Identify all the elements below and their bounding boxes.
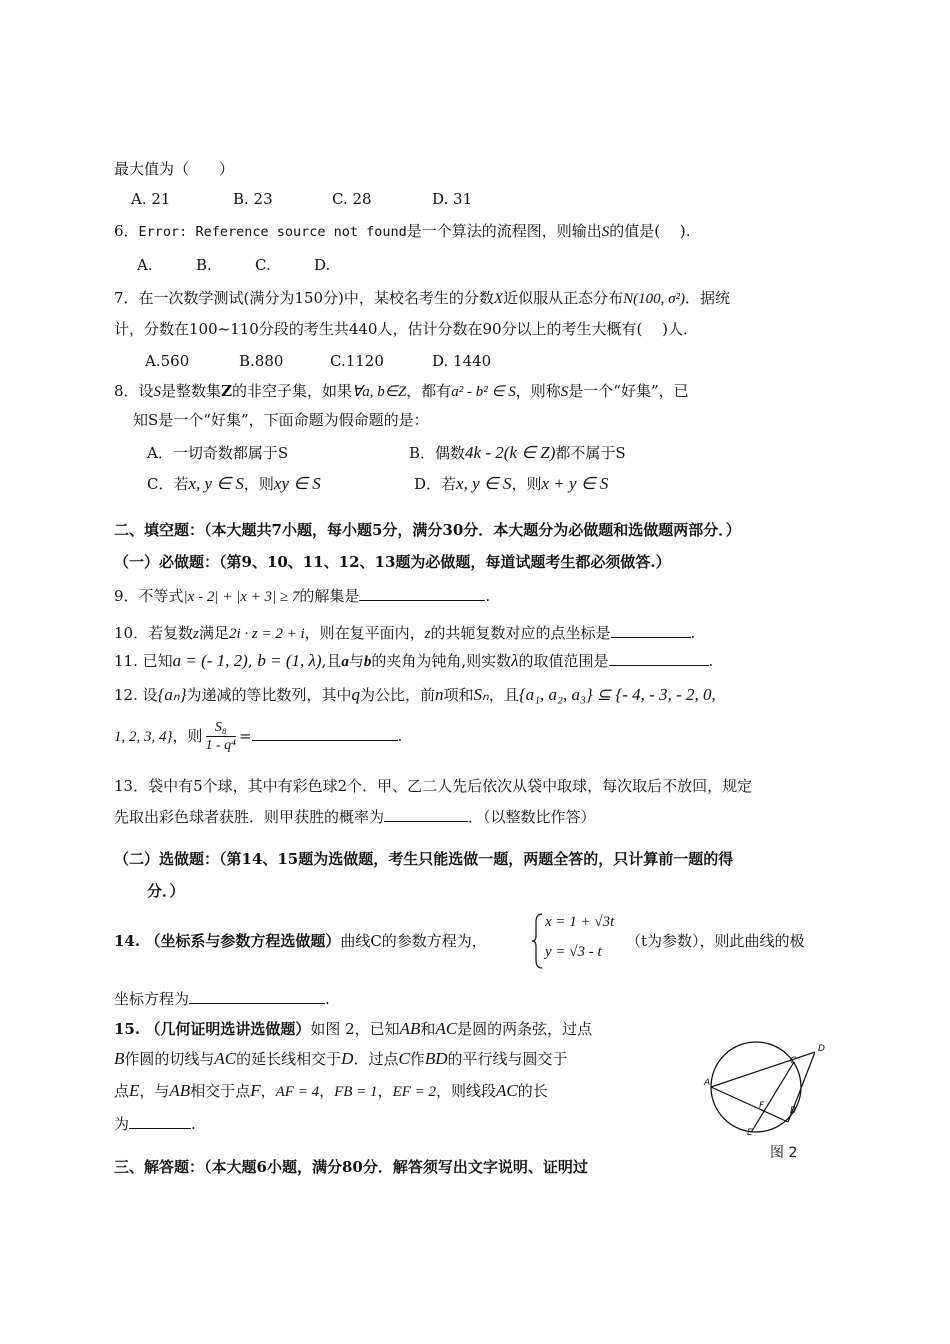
q8-text-a: 8．设 [114,382,154,400]
q15-answer-blank[interactable] [129,1114,191,1129]
q14-end: . [325,990,330,1008]
q12-fraction-numerator: S₈ [206,719,237,737]
q15-line2 [114,1048,568,1070]
q15-e: E [129,1081,140,1100]
q8-option-b-pre: B．偶数 [409,444,466,462]
q13-line2 [114,806,596,828]
q11-a: a [341,654,349,670]
q8-option-c-pre: C．若 [147,475,189,493]
q7-option-b: B.880 [239,352,284,370]
q8-option-d-pre: D．若 [414,475,457,493]
figure-label-c: C [790,1056,797,1066]
q11-lambda: λ [511,651,519,670]
figure-label-b: B [790,1106,797,1116]
figure-circle [711,1042,801,1132]
q8-option-d-math1: x, y ∈ S [456,474,512,493]
q8-option-b [409,442,626,464]
q15-line1 [114,1018,592,1040]
q10-post: 的共轭复数对应的点坐标是 [430,624,611,642]
q8-line1 [114,380,689,403]
q15-b: B [114,1049,125,1068]
q11-pre: 11. 已知 [114,652,173,670]
q10-answer-blank[interactable] [611,623,691,638]
q15-figure [700,1040,840,1140]
q15-heading: 15. （几何证明选讲选做题） [114,1020,311,1038]
q8-option-d-math2: x + y ∈ S [541,474,609,493]
q15-ac-2: AC [214,1049,237,1068]
q14-line1 [114,930,487,952]
q12-mid4: ，且 [488,686,519,704]
q6-option-a: A. [137,256,153,274]
q15-text-i: ，与 [139,1082,170,1100]
q12-equals: = [239,727,252,745]
q15-ab-2: AB [169,1081,191,1100]
q14-equation-x: x = 1 + √3t [545,914,615,930]
q11-b: b [363,654,372,670]
section2-required: （一）必做题：（第9、10、11、12、13题为必做题，每道试题考生都必须做答.） [114,553,671,571]
q15-text-a: 如图 2，已知 [310,1020,400,1038]
q5-tail: 最大值为（ ） [114,160,235,178]
q7-option-c: C.1120 [330,352,384,370]
figure-line-ce [752,1062,797,1131]
q8-option-c-math2: xy ∈ S [273,474,321,493]
q8-option-a: A．一切奇数都属于S [147,444,289,462]
q12-answer-blank[interactable] [252,726,398,741]
q10-end: . [690,624,696,642]
q15-ac: AC [435,1019,458,1038]
q12-sn: Sₙ [473,685,489,704]
q10-pre: 10．若复数 [114,624,194,642]
q11-end: . [708,652,714,670]
q10-z2: z [424,626,431,642]
q10-equation: 2i · z = 2 + i [228,626,305,642]
q15-bd: BD [424,1049,448,1068]
q15-d: D [341,1049,354,1068]
q11-post2: 的取值范围是 [518,652,609,670]
q14-heading: 14. （坐标系与参数方程选做题） [114,932,341,950]
q9-pre: 9．不等式 [114,587,184,605]
q13-answer-blank[interactable] [384,807,468,822]
q11-mid: ,且 [321,652,342,670]
q15-text-j: 相交于点 [190,1082,251,1100]
q5-option-c: C. 28 [332,190,372,208]
q11-post: 的夹角为钝角,则实数 [371,652,512,670]
q15-text-e: ．过点 [353,1050,399,1068]
q9-end: . [485,587,491,605]
q12-mid1: 为递减的等比数列，其中 [186,686,352,704]
q15-text-g: 的平行线与圆交于 [447,1050,568,1068]
q7-line2: 计，分数在100~110分段的考生共440人，估计分数在90分以上的考生大概有( )人． [114,320,699,338]
q12-set-tail: 1, 2, 3, 4} [114,729,173,745]
q9-math: |x - 2| + |x + 3| ≥ 7 [183,589,300,605]
q10-line [114,622,695,645]
q12-fraction-denominator: 1 - q⁴ [205,738,237,753]
q6-number: 6． [114,222,139,240]
q15-fb: FB = 1 [334,1084,378,1100]
q8-expression: a² - b² ∈ S [451,384,516,400]
q6-line [114,220,691,243]
q12-line2 [114,718,402,755]
q8-option-d-mid: ，则 [511,475,542,493]
figure-label-a: A [704,1078,711,1088]
q15-ac-3: AC [496,1081,518,1100]
q6-reference-error: Error: Reference source not found [138,224,407,240]
q7-line1 [114,287,730,310]
q15-text-l: 的长 [517,1082,548,1100]
figure-label-e: E [747,1128,753,1138]
q10-mid2: ，则在复平面内， [304,624,425,642]
q11-mid2: 与 [348,652,364,670]
q14-answer-blank[interactable] [189,989,325,1004]
q8-option-d [414,473,608,495]
q8-line2: 知S是一个“好集”，下面命题为假命题的是： [133,411,429,429]
q8-option-c-math1: x, y ∈ S [188,474,244,493]
q9-answer-blank[interactable] [359,586,485,601]
q13-line1: 13．袋中有5个球，其中有彩色球2个．甲、乙二人先后依次从袋中取球，每次取后不放回，规定 [114,777,753,795]
q5-option-a: A. 21 [131,190,171,208]
optional-title-cont: 分．） [147,882,185,900]
q12-subset: {a₁, a₂, a₃} ⊆ {- 4, - 3, - 2, 0, [518,685,716,704]
q15-text-d: 的延长线相交于 [236,1050,342,1068]
q15-end: . [191,1115,196,1133]
q13-line2-b: ．（以整数比作答） [468,808,596,826]
q15-text-c: 作圆的切线与 [124,1050,215,1068]
q15-text-h: 点 [114,1082,130,1100]
q14-equation-y: y = √3 - t [545,944,602,960]
q11-answer-blank[interactable] [609,651,709,666]
q7-text-b: 近似服从正态分布 [503,289,624,307]
q8-text-b: 是整数集 [161,382,222,400]
section2-title: 二、填空题：（本大题共7小题，每小题5分，满分30分．本大题分为必做题和选做题两部分．） [114,521,741,539]
figure-label-f: F [759,1101,765,1111]
q11-vector-a: a = (- 1, 2) [172,651,248,670]
q15-f: F [250,1081,261,1100]
q15-text-b: 是圆的两条弦，过点 [457,1020,593,1038]
q8-option-b-math: 4k - 2(k ∈ Z) [465,443,556,462]
q11-vector-b: b = (1, λ) [257,651,322,670]
q7-text-a: 7．在一次数学测试(满分为150分)中，某校名考生的分数 [114,289,494,307]
q9-post: 的解集是 [299,587,360,605]
figure-label-d: D [818,1044,825,1054]
q11-line [114,650,713,673]
q6-option-b: B. [196,256,212,274]
q7-var-x: X [493,291,504,307]
q6-option-d: D. [314,256,331,274]
q12-sequence: {aₙ} [157,685,187,704]
q9-line [114,585,490,608]
q15-af: AF = 4 [275,1084,320,1100]
q8-option-b-post: 都不属于S [555,444,626,462]
q12-fraction [206,719,237,755]
q7-option-d: D. 1440 [432,352,492,370]
q10-mid1: 满足 [198,624,229,642]
q15-text-f: 作 [409,1050,425,1068]
q12-line1 [114,684,716,706]
q12-pre: 12. 设 [114,686,158,704]
q15-text-m: 为 [114,1115,130,1133]
q8-text-e: ，则称 [515,382,561,400]
q12-q: q [351,685,361,704]
q12-n: n [435,685,444,704]
q15-text-k: ，则线段 [436,1082,497,1100]
q8-var-s: S [153,384,162,400]
q7-text-c: ．据统 [684,289,730,307]
q6-text: 是一个算法的流程图，则输出 [406,222,602,240]
q8-option-c [147,473,321,495]
figure-caption: 图 2 [770,1145,798,1161]
q8-condition: ∀a, b∈Z [352,384,407,400]
q13-line2-a: 先取出彩色球者获胜．则甲获胜的概率为 [114,808,385,826]
q8-option-c-mid: ，则 [243,475,274,493]
q15-and: 和 [420,1020,436,1038]
q7-distribution: N(100, σ²) [623,291,685,307]
q8-set-z: Z [221,382,233,400]
q12-mid3: 项和 [443,686,474,704]
q15-comma: ， [260,1082,276,1100]
q12-mid2: 为公比，前 [360,686,436,704]
q14-line2 [114,988,330,1010]
q12-then: ，则 [172,727,203,745]
q15-line3: 点E，与AB相交于点F，AF = 4，FB = 1，EF = 2，则线段AC的长 [114,1081,548,1100]
q15-ab: AB [399,1019,421,1038]
q6-var: S [601,224,610,240]
q15-c: C [398,1049,410,1068]
q8-text-f: 是一个“好集”，已 [568,382,689,400]
q7-option-a: A.560 [145,352,190,370]
q10-z: z [193,626,199,642]
q5-option-b: B. 23 [233,190,273,208]
section3-title: 三、解答题：（本大题6小题，满分80分．解答须写出文字说明、证明过 [114,1158,588,1176]
q5-option-d: D. 31 [432,190,473,208]
figure-line-ad [711,1052,815,1087]
q6-option-c: C. [255,256,271,274]
q8-var-s-2: S [560,384,569,400]
q8-text-d: ，都有 [406,382,452,400]
q14-mid: 曲线C的参数方程为， [340,932,487,950]
q15-ef: EF = 2 [392,1084,437,1100]
optional-title: （二）选做题：（第14、15题为选做题，考生只能选做一题，两题全答的，只计算前一题的得 [114,850,734,868]
q14-line2-text: 坐标方程为 [114,990,190,1008]
q6-tail: 的值是( ). [609,222,691,240]
q8-text-c: 的非空子集，如果 [232,382,353,400]
q15-line4 [114,1113,196,1135]
q14-brace [530,912,546,970]
q11-sep: , [247,652,258,670]
q12-end: . [397,727,403,745]
q14-param: （t为参数），则此曲线的极 [626,932,805,950]
